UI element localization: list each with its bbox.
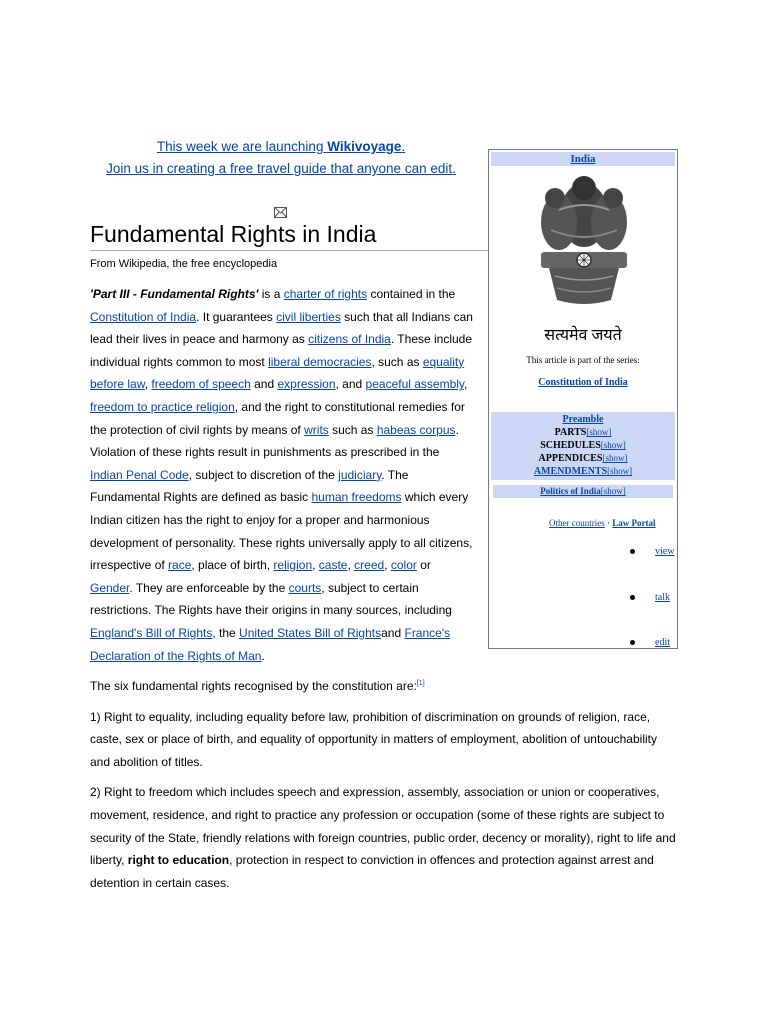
nav-row-schedules: SCHEDULES[show] [540, 440, 626, 451]
infobox-header[interactable]: India [491, 152, 675, 166]
inline-link[interactable]: liberal democracies [268, 354, 372, 369]
intro-text: , [384, 558, 391, 573]
inline-link[interactable]: caste [318, 558, 348, 573]
inline-link[interactable]: color [390, 558, 417, 573]
intro-text: and [381, 625, 405, 640]
inline-link[interactable]: freedom of speech [151, 377, 251, 392]
inline-link[interactable]: judiciary [338, 467, 382, 482]
inline-link[interactable]: citizens of India [308, 332, 391, 347]
bullet-icon [630, 595, 635, 600]
intro-text: , subject to certain restrictions. The Rights have their origins in many sources, including [90, 580, 452, 618]
intro-text: , place of birth, [191, 558, 274, 573]
show-toggle[interactable]: [show] [600, 486, 626, 496]
constitution-series-link[interactable]: Constitution of India [538, 377, 628, 388]
intro-text: , and [335, 377, 366, 392]
inline-link[interactable]: Constitution of India [90, 309, 197, 324]
view-action[interactable]: view [630, 546, 674, 557]
intro-text: is a [258, 287, 284, 301]
intro-paragraph [90, 283, 474, 667]
notice-line-2[interactable]: Join us in creating a free travel guide that anyone can edit. [106, 161, 456, 176]
edit-action[interactable]: edit [630, 637, 670, 648]
intro-text: . [261, 648, 265, 663]
intro-text: which every Indian citizen has the right to enjoy for a proper and harmonious development of personality. These rights universally apply to all citizens, irrespective of [90, 490, 473, 573]
site-subtitle: From Wikipedia, the free encyclopedia [90, 258, 278, 270]
intro-text: . It guarantees [196, 309, 277, 324]
nav-row-amendments: AMENDMENTS[show] [533, 466, 633, 477]
inline-link[interactable]: courts [288, 580, 322, 595]
intro-text: . These include individual rights common to most [90, 332, 473, 369]
inline-link[interactable]: freedom to practice religion [90, 399, 235, 414]
inline-link[interactable]: expression [277, 377, 336, 392]
inline-link[interactable]: habeas corpus [376, 422, 456, 437]
intro-text: and [250, 377, 278, 392]
inline-link[interactable]: religion [273, 558, 313, 573]
intro-text: . The Fundamental Rights are defined as basic [90, 467, 409, 505]
show-toggle[interactable]: [show] [586, 427, 612, 437]
intro-text: , [464, 377, 468, 392]
bullet-icon [630, 549, 635, 554]
intro-text: , and the right to constitutional remedies for the protection of civil rights by means of [90, 399, 465, 437]
inline-link[interactable]: creed [354, 558, 385, 573]
politics-link[interactable]: Politics of India [540, 486, 601, 496]
intro-text: , [347, 558, 355, 573]
show-toggle[interactable]: [show] [602, 453, 628, 463]
wikivoyage-link[interactable]: Wikivoyage [327, 139, 402, 154]
notice-line-1[interactable]: This week we are launching Wikivoyage. [156, 139, 406, 154]
portals-row: Other countries · Law Portal [549, 518, 656, 528]
page-title: Fundamental Rights in India [90, 219, 490, 251]
preamble-link[interactable]: Preamble [562, 414, 604, 425]
site-notice[interactable] [90, 136, 472, 180]
show-toggle[interactable]: [show] [607, 466, 633, 476]
inline-link[interactable]: equality before law [90, 354, 465, 392]
intro-text: , such as [371, 354, 423, 369]
six-rights-intro: The six fundamental rights recognised by the constitution are:[1] [90, 679, 425, 693]
national-motto: सत्यमेव जयते [544, 327, 622, 344]
inline-link[interactable]: race [168, 558, 192, 573]
intro-text: , [312, 558, 319, 573]
inline-link[interactable]: United States Bill of Rights [239, 625, 382, 640]
law-portal-link[interactable]: Law Portal [612, 518, 656, 528]
right-2: 2) Right to freedom which includes speech and expression, assembly, association or union or cooperatives, movement, residence, and right to practice any profession or occupation (some of these rights are subject to security of the State, friendly relations with foreign countries, public order, decency or morality), right to life and liberty, right to education, protection in respect to conviction in offences and protection against arrest and detention in certain cases. [90, 785, 676, 890]
politics-nav [493, 485, 673, 498]
article-intro [90, 283, 474, 667]
bullet-icon [630, 640, 635, 645]
right-1: 1) Right to equality, including equality before law, prohibition of discrimination on grounds of religion, race, caste, sex or place of birth, and equality of opportunity in matters of employment, abolition of untouchability and abolition of titles. [90, 709, 657, 769]
nav-row-parts: PARTS[show] [554, 427, 612, 438]
inline-link[interactable]: charter of rights [283, 287, 368, 301]
inline-link[interactable]: Indian Penal Code [90, 467, 189, 482]
infobox [488, 149, 678, 649]
reference-link[interactable]: [1] [416, 680, 425, 687]
inline-link[interactable]: peaceful assembly [365, 377, 465, 392]
intro-emphasis: 'Part III - Fundamental Rights' [90, 287, 259, 301]
inline-link[interactable]: writs [304, 422, 329, 437]
inline-link[interactable]: civil liberties [276, 309, 341, 324]
inline-link[interactable]: England's Bill of Rights [90, 625, 213, 640]
inline-link[interactable]: Gender [90, 580, 130, 595]
intro-text: contained in the [367, 287, 456, 301]
inline-link[interactable]: France's Declaration of the Rights of Man [90, 625, 451, 663]
constitution-nav [491, 412, 675, 480]
inline-link[interactable]: human freedoms [311, 490, 402, 505]
intro-text: such that all Indians can lead their lives in peace and harmony as [90, 309, 473, 347]
talk-action[interactable]: talk [630, 592, 670, 603]
dismiss-icon[interactable] [274, 207, 287, 218]
other-countries-link[interactable]: Other countries [549, 518, 605, 528]
intro-text: , subject to discretion of the [188, 467, 339, 482]
intro-text: or [416, 558, 431, 573]
intro-text: , [144, 377, 152, 392]
series-note: This article is part of the series: [526, 355, 640, 365]
intro-text: such as [328, 422, 377, 437]
rights-section [90, 673, 680, 902]
lion-capital-emblem-icon [529, 170, 639, 310]
intro-text: . They are enforceable by the [129, 580, 289, 595]
show-toggle[interactable]: [show] [600, 440, 626, 450]
intro-text: . Violation of these rights result in punishments as prescribed in the [90, 422, 459, 460]
nav-row-appendices: APPENDICES[show] [538, 453, 628, 464]
intro-text: , the [212, 625, 240, 640]
